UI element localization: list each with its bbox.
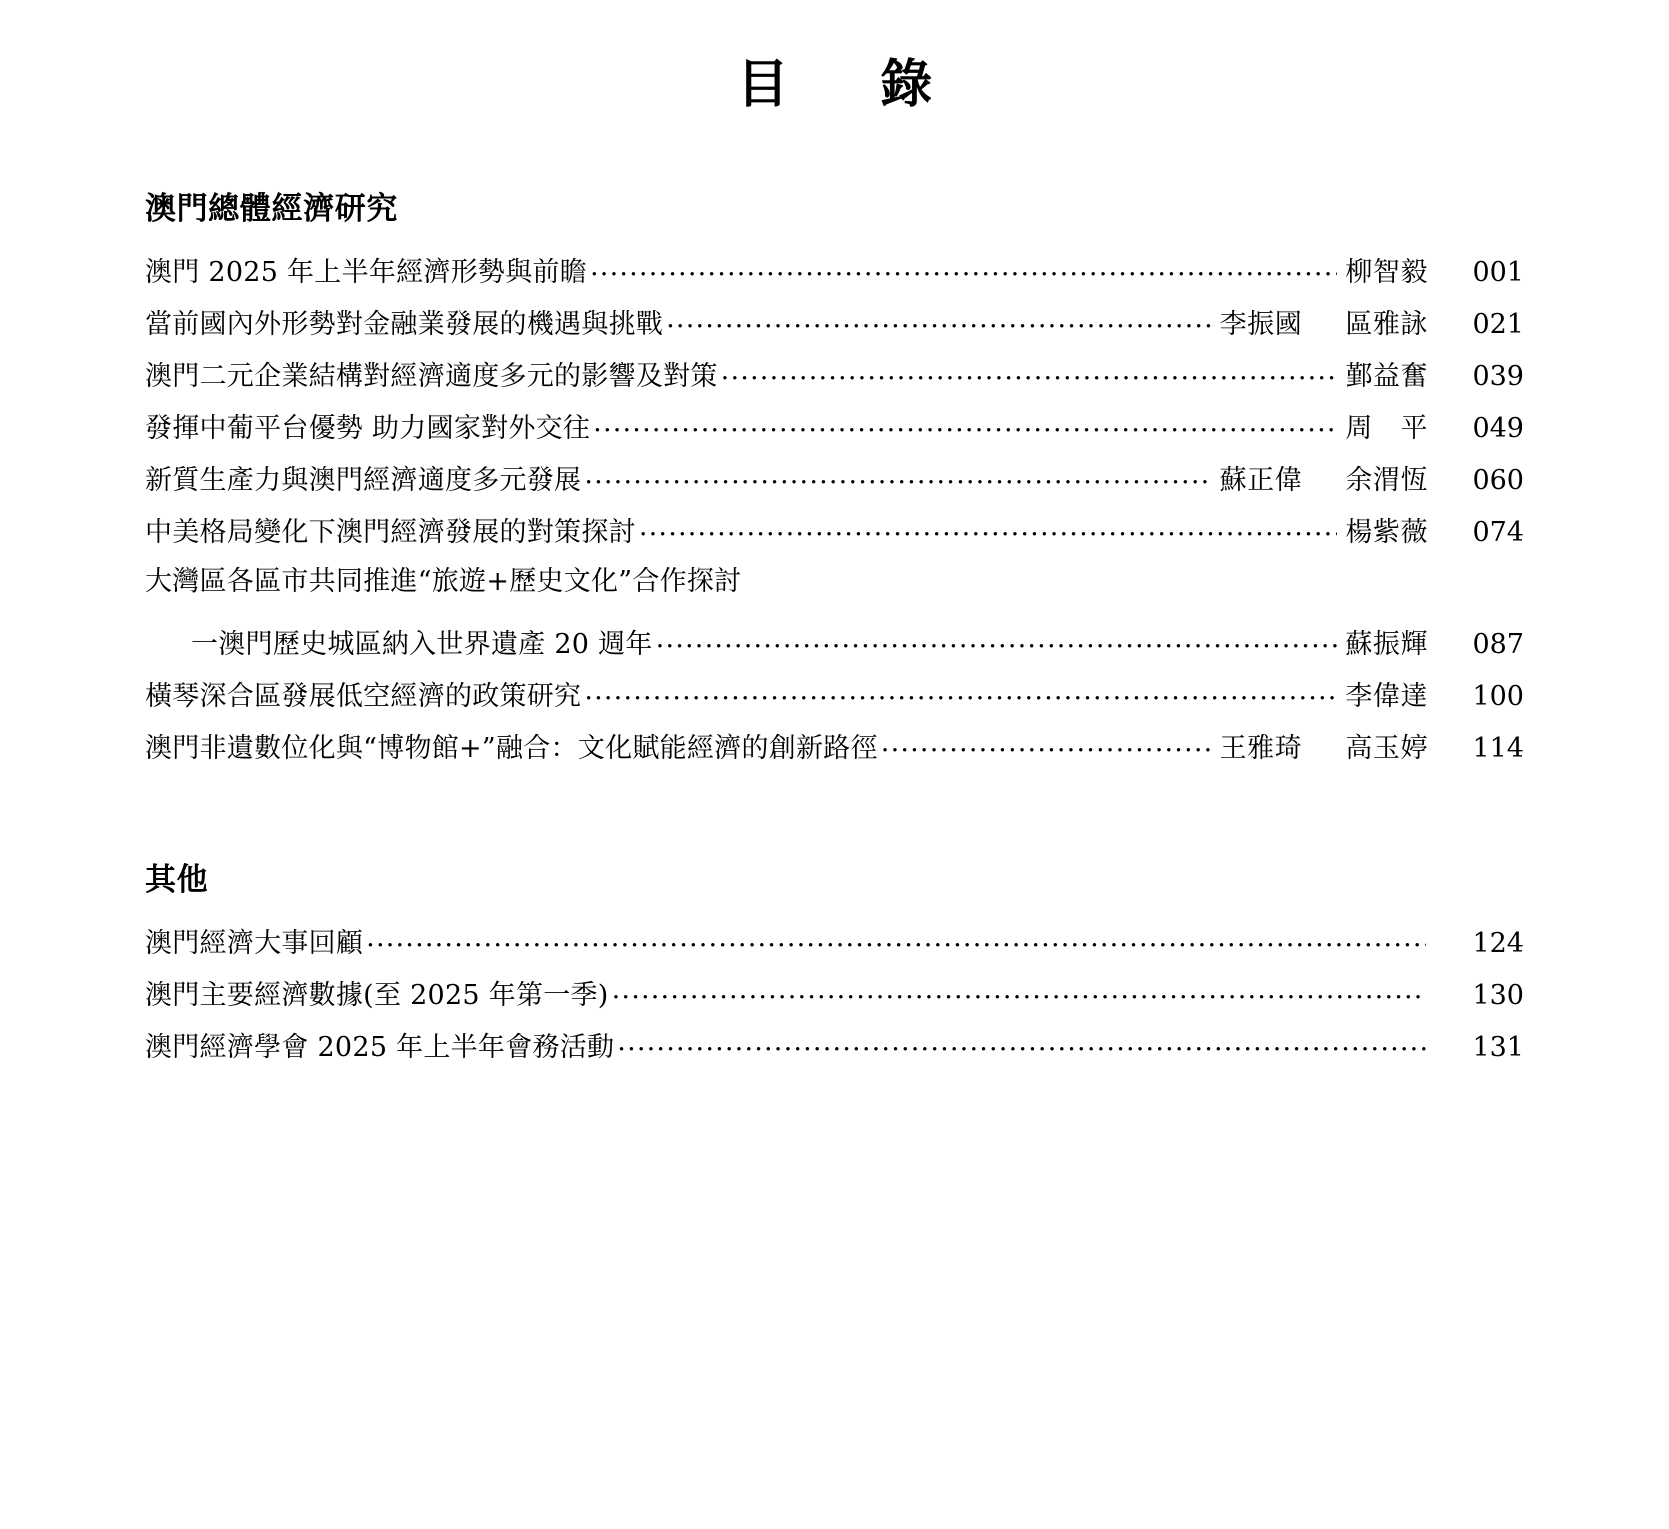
toc-entry-title: 中美格局變化下澳門經濟發展的對策探討 bbox=[145, 517, 636, 548]
leader-dots bbox=[584, 461, 1211, 488]
page-title: 目 錄 bbox=[736, 54, 953, 115]
author-name: 高玉婷 bbox=[1345, 733, 1428, 764]
toc-entry[interactable] bbox=[145, 710, 1524, 762]
toc-entry-page: 100 bbox=[1472, 681, 1524, 712]
toc-entry-authors bbox=[1214, 311, 1428, 338]
toc-entry-authors bbox=[1214, 735, 1428, 762]
leader-dots bbox=[617, 1028, 1426, 1055]
toc-entry-title-line1: 大灣區各區市共同推進“旅遊+歷史文化”合作探討 bbox=[145, 566, 742, 597]
toc-entry-page: 049 bbox=[1472, 413, 1524, 444]
toc-entry-title: 澳門主要經濟數據(至 2025 年第一季) bbox=[145, 980, 609, 1011]
toc-entry-page: 124 bbox=[1472, 928, 1524, 959]
leader-dots bbox=[721, 357, 1338, 384]
author-name: 蘇振輝 bbox=[1345, 629, 1428, 660]
toc-entry-authors bbox=[1339, 683, 1428, 710]
toc-entry-title: 發揮中葡平台優勢 助力國家對外交往 bbox=[145, 413, 591, 444]
toc-entry[interactable] bbox=[145, 546, 1524, 658]
toc-entry-page: 087 bbox=[1472, 629, 1524, 660]
toc-entry-list-macau-economy bbox=[145, 234, 1524, 762]
toc-entry-title: 澳門經濟學會 2025 年上半年會務活動 bbox=[145, 1032, 615, 1063]
leader-dots bbox=[366, 924, 1426, 951]
leader-dots bbox=[881, 729, 1212, 756]
toc-entry[interactable] bbox=[145, 905, 1524, 957]
toc-entry[interactable] bbox=[145, 442, 1524, 494]
author-name: 李偉達 bbox=[1345, 681, 1428, 712]
author-name: 楊紫薇 bbox=[1345, 517, 1428, 548]
author-name: 鄞益奮 bbox=[1345, 361, 1428, 392]
toc-entry-title: 橫琴深合區發展低空經濟的政策研究 bbox=[145, 681, 582, 712]
leader-dots bbox=[639, 513, 1338, 540]
toc-entry[interactable] bbox=[145, 957, 1524, 1009]
author-name: 李振國 bbox=[1219, 309, 1303, 340]
toc-entry-title-line2: 一澳門歷史城區納入世界遺產 20 週年 bbox=[191, 629, 653, 660]
toc-entry[interactable] bbox=[145, 286, 1524, 338]
toc-page bbox=[0, 42, 1669, 1529]
toc-entry-title: 新質生產力與澳門經濟適度多元發展 bbox=[145, 465, 582, 496]
author-name: 區雅詠 bbox=[1345, 309, 1428, 340]
toc-entry[interactable] bbox=[145, 494, 1524, 546]
toc-entry-title: 澳門二元企業結構對經濟適度多元的影響及對策 bbox=[145, 361, 718, 392]
author-name: 蘇正偉 bbox=[1219, 465, 1303, 496]
toc-entry-authors bbox=[1339, 363, 1428, 390]
toc-entry-authors bbox=[1339, 415, 1428, 442]
toc-entry-authors bbox=[1214, 467, 1428, 494]
toc-entry-page: 130 bbox=[1472, 980, 1524, 1011]
author-name: 王雅琦 bbox=[1219, 733, 1303, 764]
author-name: 柳智毅 bbox=[1345, 257, 1428, 288]
toc-entry-authors bbox=[1339, 259, 1428, 286]
toc-entry-page: 001 bbox=[1472, 257, 1524, 288]
toc-entry-page: 039 bbox=[1472, 361, 1524, 392]
author-name: 周 平 bbox=[1345, 413, 1428, 444]
toc-entry-list-other bbox=[145, 905, 1524, 1061]
toc-entry-title: 澳門 2025 年上半年經濟形勢與前瞻 bbox=[145, 257, 588, 288]
leader-dots bbox=[584, 677, 1337, 704]
toc-entry-page: 074 bbox=[1472, 517, 1524, 548]
toc-entry-page: 114 bbox=[1472, 733, 1524, 764]
section-heading-macau-economy: 澳門總體經濟研究 bbox=[145, 191, 398, 227]
toc-entry-page: 021 bbox=[1472, 309, 1524, 340]
toc-entry[interactable] bbox=[145, 1009, 1524, 1061]
toc-entry-title: 澳門非遺數位化與“博物館+”融合：文化賦能經濟的創新路徑 bbox=[145, 733, 878, 764]
toc-entry[interactable] bbox=[145, 338, 1524, 390]
leader-dots bbox=[612, 976, 1426, 1003]
author-name: 余渭恆 bbox=[1345, 465, 1428, 496]
toc-entry[interactable] bbox=[145, 234, 1524, 286]
leader-dots bbox=[666, 305, 1211, 332]
toc-entry-authors bbox=[1339, 519, 1428, 546]
toc-entry-authors bbox=[1339, 631, 1428, 658]
toc-entry-page: 131 bbox=[1472, 1032, 1524, 1063]
toc-entry[interactable] bbox=[145, 658, 1524, 710]
toc-entry-title: 澳門經濟大事回顧 bbox=[145, 928, 364, 959]
leader-dots bbox=[593, 409, 1337, 436]
toc-entry[interactable] bbox=[145, 390, 1524, 442]
leader-dots bbox=[590, 253, 1337, 280]
section-heading-other: 其他 bbox=[145, 862, 209, 898]
toc-entry-page: 060 bbox=[1472, 465, 1524, 496]
leader-dots bbox=[656, 625, 1338, 652]
toc-entry-title: 當前國內外形勢對金融業發展的機遇與挑戰 bbox=[145, 309, 664, 340]
